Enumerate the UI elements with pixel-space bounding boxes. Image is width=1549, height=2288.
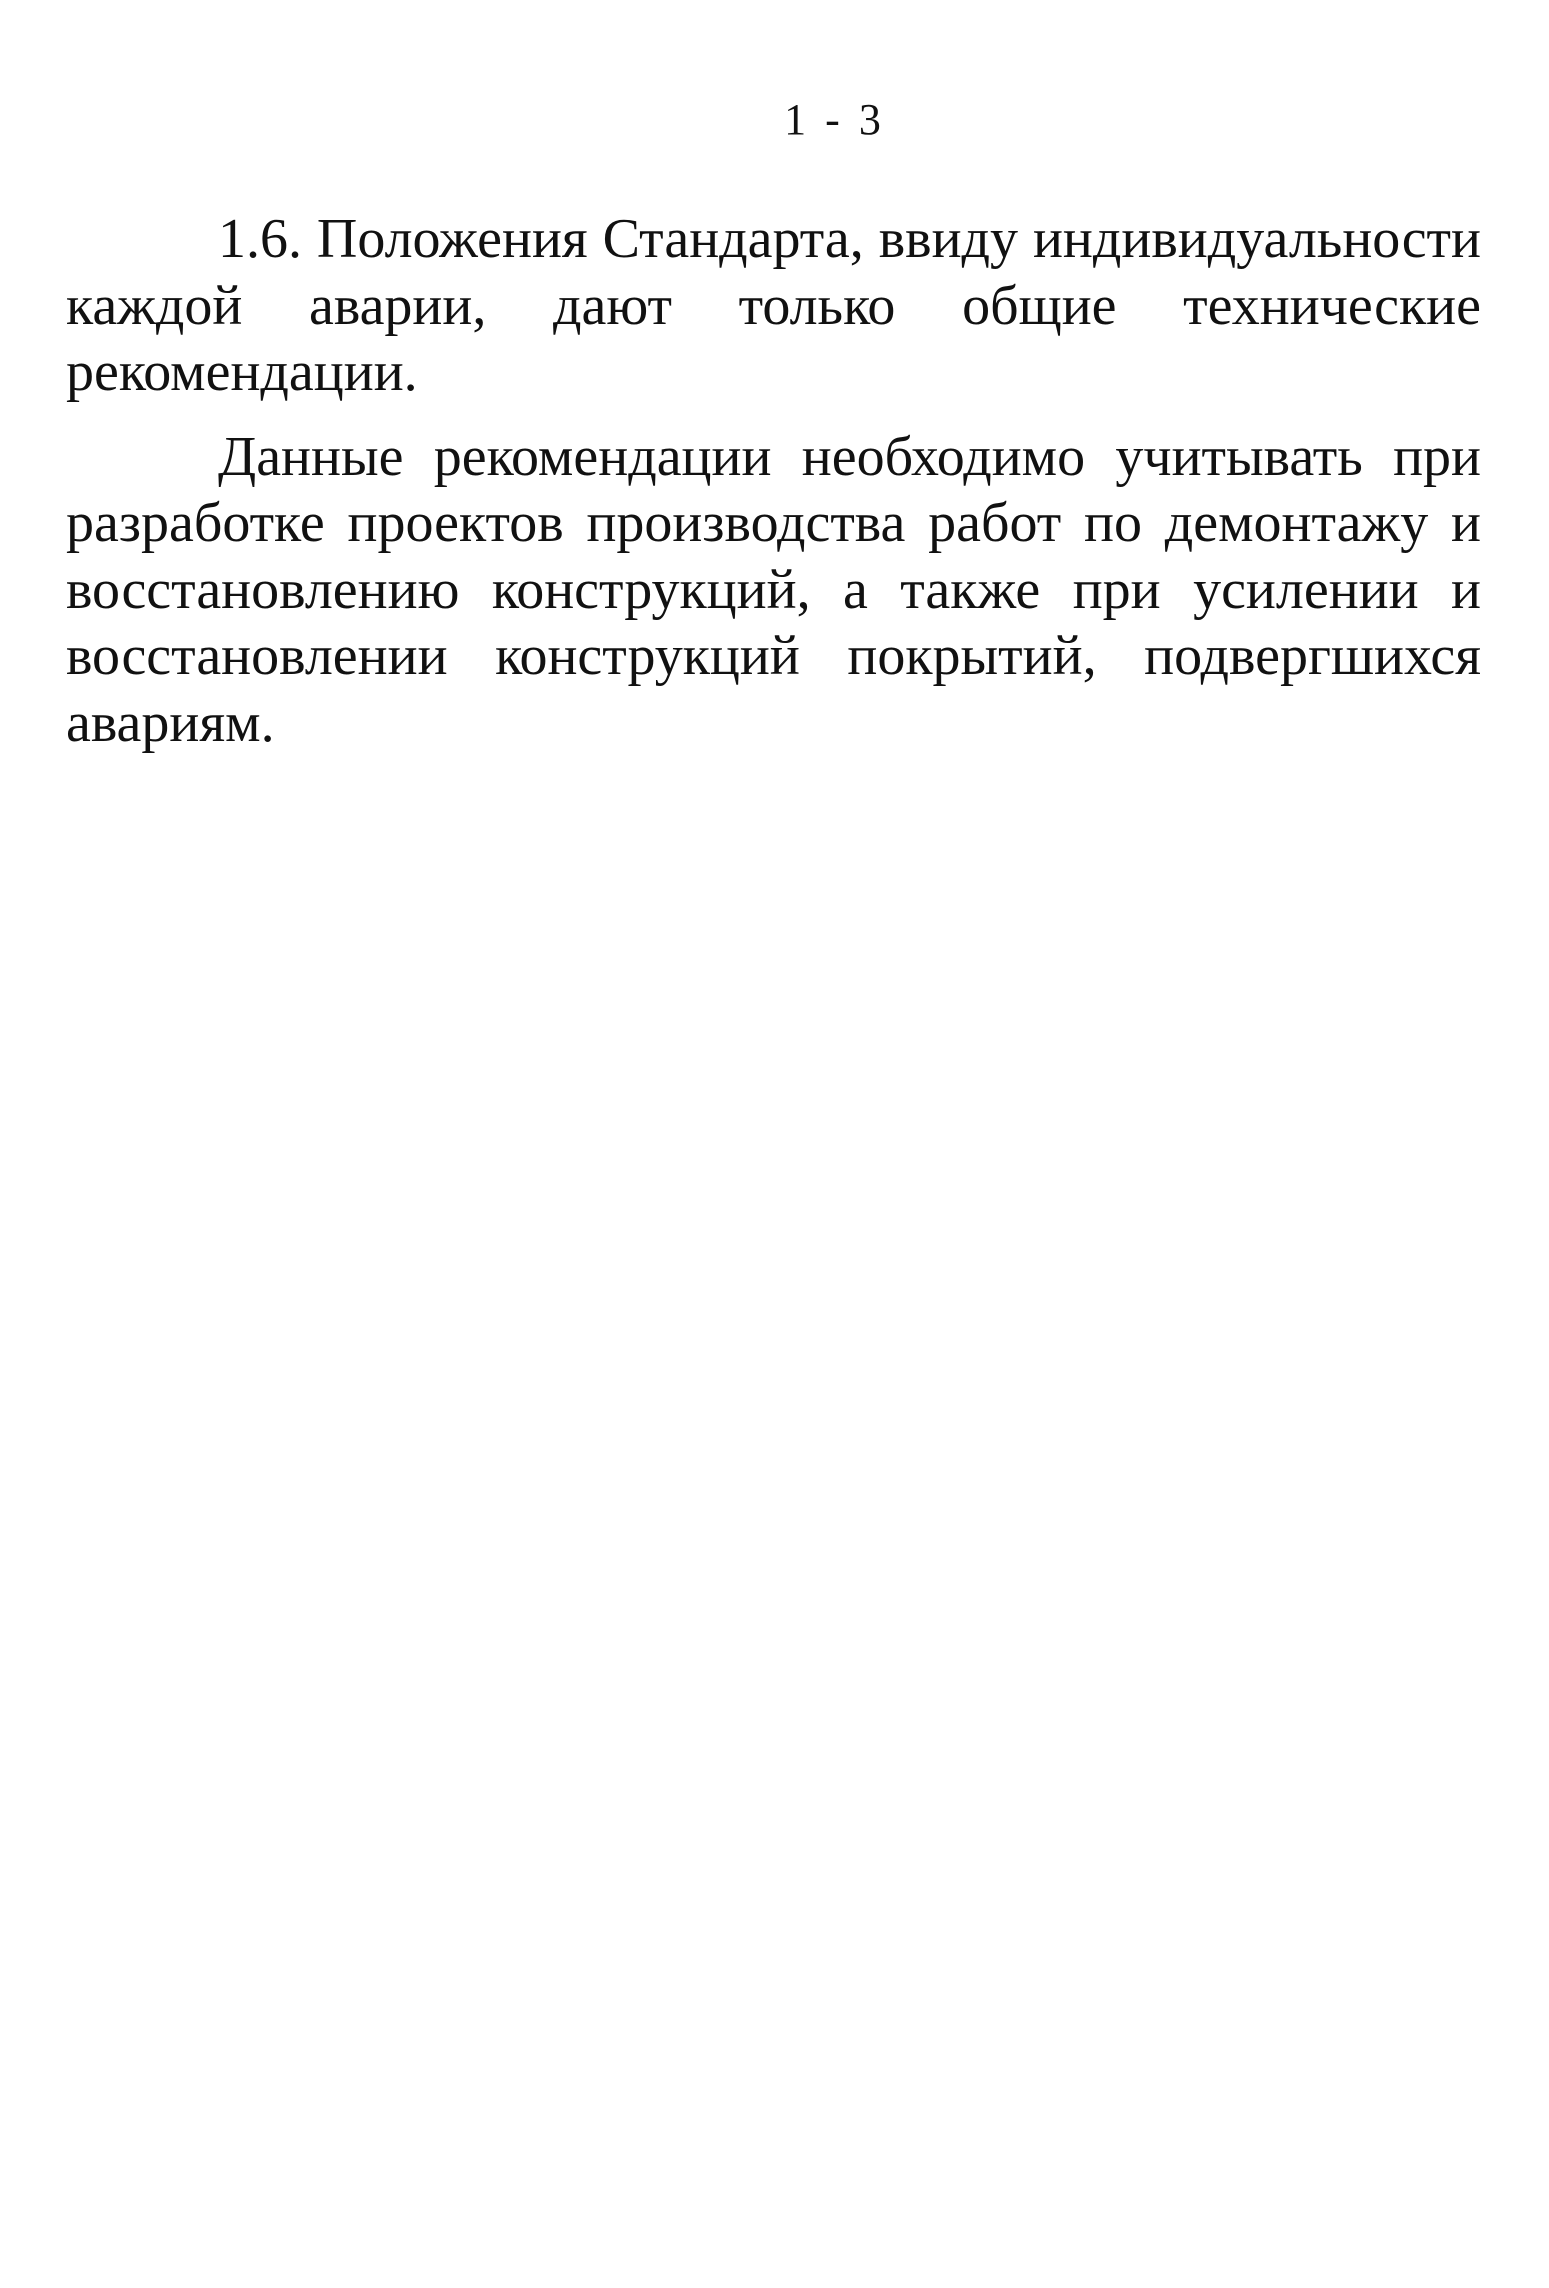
paragraph-1-6: 1.6. Положения Стандарта, ввиду индивидуальности каждой аварии, дают только общие технические рекомендации.: [66, 208, 1481, 403]
page-number: 1 - 3: [784, 95, 885, 144]
body-text: [66, 206, 1481, 756]
paragraph-recommendations: Данные рекомендации необходимо учитывать при разработке проектов производства работ по демонтажу и восстановлению конструкций, а также при усилении и восстановлении конструкций покрытий, подвергшихся авариям.: [66, 425, 1481, 754]
